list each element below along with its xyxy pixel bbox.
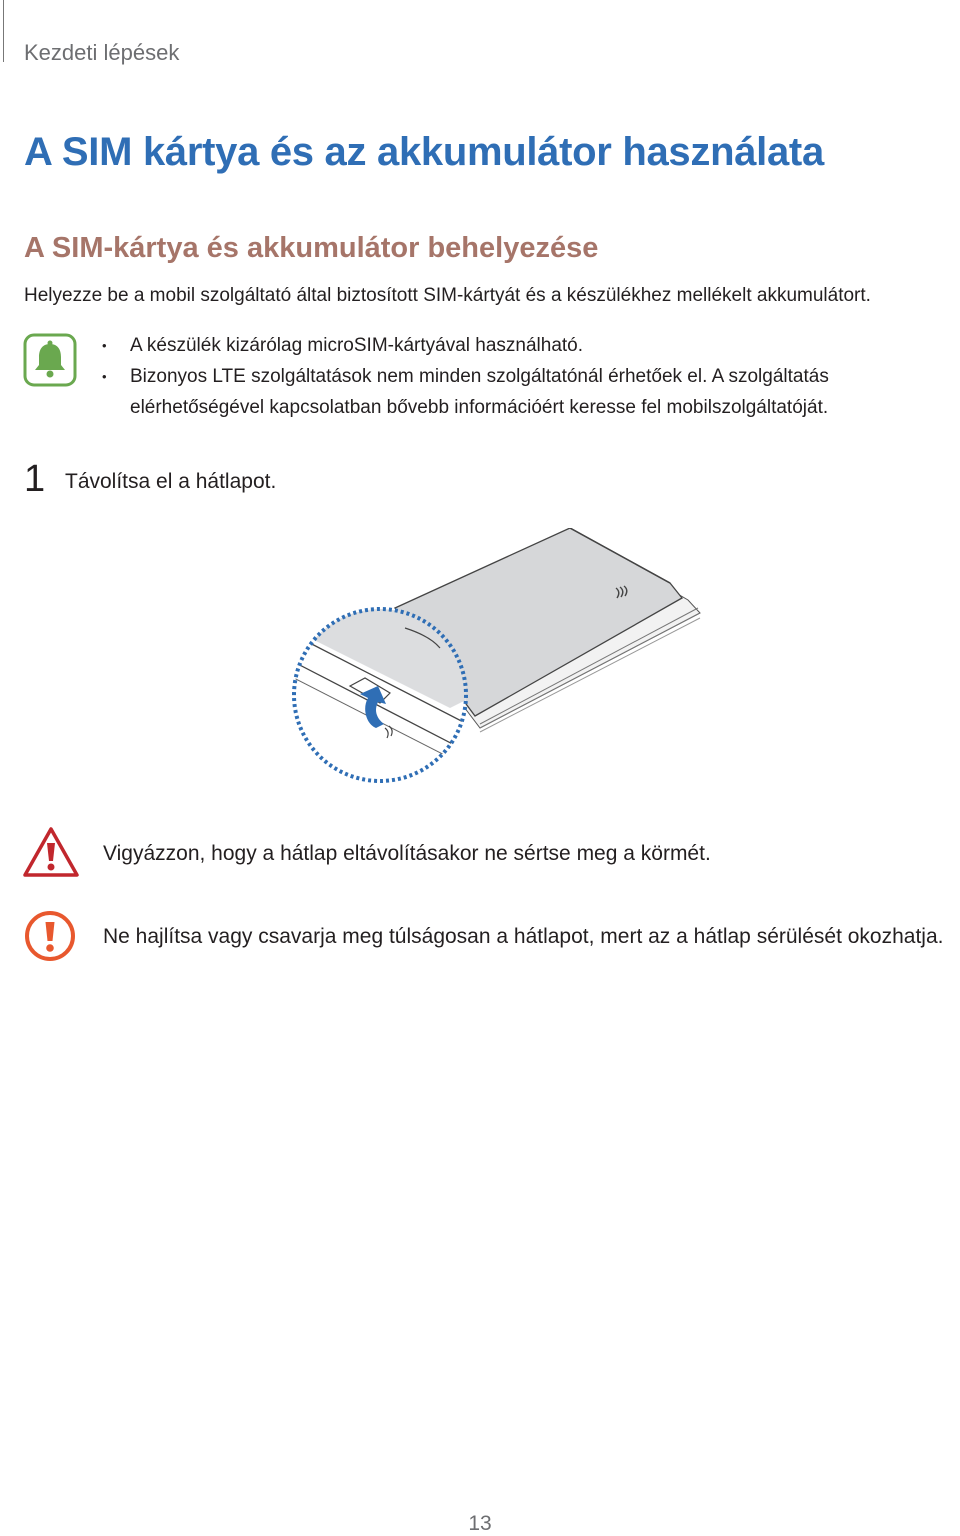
intro-paragraph: Helyezze be a mobil szolgáltató által biztosított SIM-kártyát és a készülékhez mellékelt akkumulátort.: [24, 285, 871, 306]
note-bullet-list: [100, 330, 960, 423]
note-bullet: • Bizonyos LTE szolgáltatások nem minden szolgáltatónál érhetőek el. A szolgáltatás elérhetőségével kapcsolatban bővebb információért keresse fel mobilszolgáltatóját.: [100, 361, 960, 423]
page-number: 13: [468, 1512, 492, 1535]
section-subtitle: A SIM-kártya és akkumulátor behelyezése: [24, 232, 599, 264]
exclamation-circle-icon: [24, 910, 76, 962]
caution-text: Vigyázzon, hogy a hátlap eltávolításakor ne sértse meg a körmét.: [103, 842, 711, 865]
step-number: 1: [24, 458, 46, 500]
warning-text: Ne hajlítsa vagy csavarja meg túlságosan a hátlapot, mert az a hátlap sérülését okozhatja.: [103, 925, 944, 948]
step-text: Távolítsa el a hátlapot.: [65, 470, 277, 493]
caution-triangle-icon: [22, 825, 80, 879]
bell-icon: [22, 332, 78, 388]
page-title: A SIM kártya és az akkumulátor használata: [24, 130, 824, 174]
corner-rule: [3, 0, 4, 62]
section-header: Kezdeti lépések: [24, 40, 180, 65]
note-bullet: • A készülék kizárólag microSIM-kártyával használható.: [100, 330, 960, 361]
back-cover-removal-illustration: [290, 528, 710, 793]
